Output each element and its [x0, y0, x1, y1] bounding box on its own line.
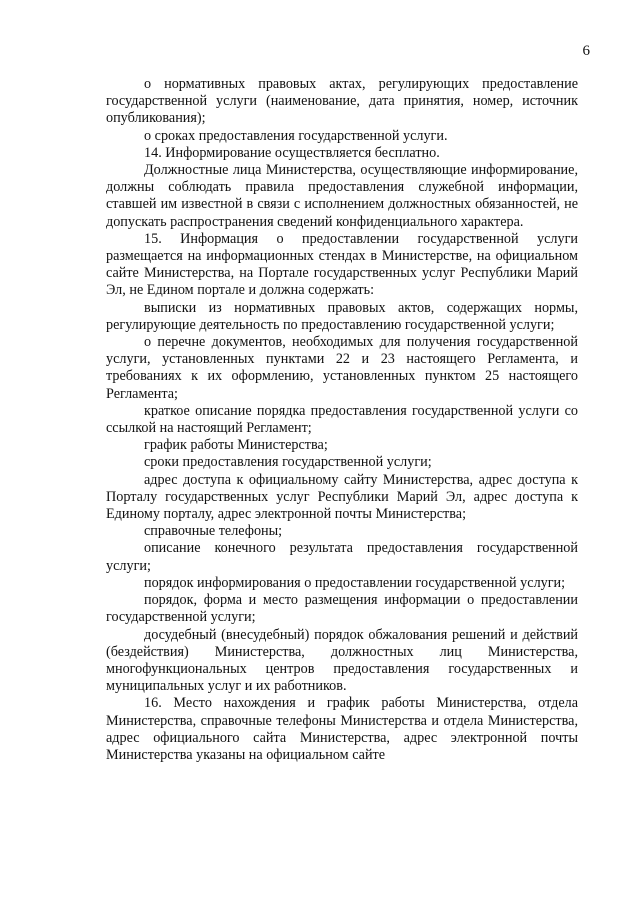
paragraph-officials: Должностные лица Министерства, осуществляющие информирование, должны соблюдать правила предоставления служебной информации, ставшей им известной в связи с исполнением должностных обязанностей, не допускать распространения сведений конфиденциального характера. [106, 162, 578, 230]
paragraph-15: 15. Информация о предоставлении государственной услуги размещается на информационных стендах в Министерстве, на официальном сайте Министерства, на Портале государственных услуг Республики Марий Эл, не Едином портале и должна содержать: [106, 230, 578, 299]
page-number: 6 [582, 43, 590, 59]
paragraph-normative-acts: о нормативных правовых актах, регулирующих предоставление государственной услуги (наименование, дата принятия, номер, источник опубликования); [106, 76, 578, 127]
paragraph-appeal: досудебный (внесудебный) порядок обжалования решений и действий (бездействия) Министерства, должностных лиц Министерства, многофункциональных центров предоставления государственных и муниципальных услуг и их работников. [106, 626, 578, 695]
paragraph-informing-procedure: порядок информирования о предоставлении государственной услуги; [144, 574, 566, 591]
paragraph-14: 14. Информирование осуществляется бесплатно. [144, 144, 440, 161]
paragraph-access-addresses: адрес доступа к официальному сайту Министерства, адрес доступа к Порталу государственных услуг Республики Марий Эл, адрес доступа к Единому порталу, адрес электронной почты Министерства; [106, 471, 578, 523]
paragraph-work-schedule: график работы Министерства; [144, 437, 328, 454]
paragraph-placement: порядок, форма и место размещения информации о предоставлении государственной услуги; [106, 592, 578, 626]
paragraph-final-result: описание конечного результата предоставления государственной услуги; [106, 540, 578, 574]
body-text [106, 76, 578, 764]
paragraph-phones: справочные телефоны; [144, 523, 283, 540]
paragraph-service-terms: о сроках предоставления государственной услуги. [144, 127, 448, 144]
paragraph-extracts: выписки из нормативных правовых актов, содержащих нормы, регулирующие деятельность по предоставлению государственной услуги; [106, 299, 578, 333]
paragraph-service-deadlines: сроки предоставления государственной услуги; [144, 454, 432, 471]
paragraph-documents-list: о перечне документов, необходимых для получения государственной услуги, установленных пунктами 22 и 23 настоящего Регламента, и требованиях к их оформлению, установленных пунктом 25 настоящего Регламента; [106, 334, 578, 402]
paragraph-procedure-summary: краткое описание порядка предоставления государственной услуги со ссылкой на настоящий Регламент; [106, 402, 578, 437]
paragraph-16: 16. Место нахождения и график работы Министерства, отдела Министерства, справочные телефоны Министерства и отдела Министерства, адрес официального сайта Министерства, адрес электронной почты Министерства указаны на официальном сайте [106, 695, 578, 763]
